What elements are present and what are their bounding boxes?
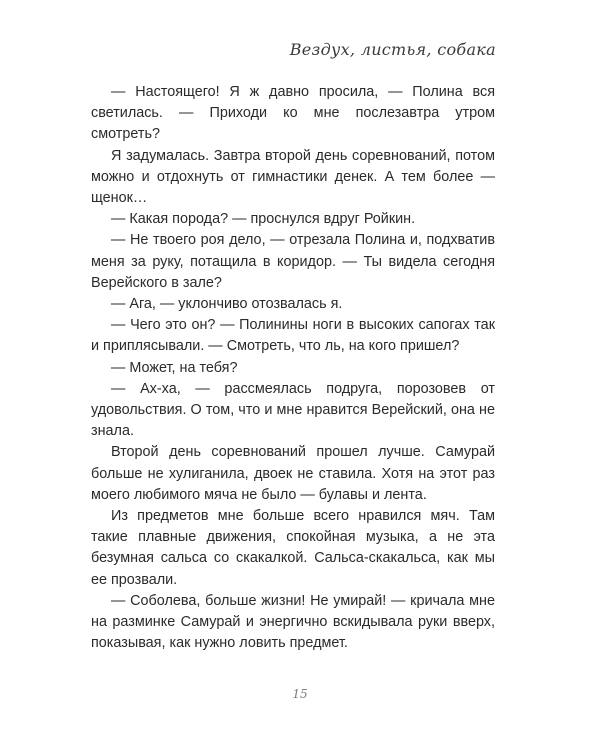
paragraph: — Соболева, больше жизни! Не умирай! — кричала мне на разминке Самурай и энергично вскидывала руки вверх, показывая, как нужно ловить предмет. bbox=[91, 592, 495, 652]
paragraph: Из предметов мне больше всего нравился мяч. Там такие плавные движения, спокойная музыка, а не эта безумная сальса со скакалкой. Сальса-скакальса, как мы ее прозвали. bbox=[91, 508, 495, 588]
paragraph: Второй день соревнований прошел лучше. Самурай больше не хулиганила, двоек не ставила. Хотя на этот раз моего любимого мяча не было — булавы и лента. bbox=[91, 444, 495, 503]
page-number: 15 bbox=[292, 687, 308, 701]
paragraph: — Настоящего! Я ж давно просила, — Полина вся светилась. — Приходи ко мне послезавтра утром смотреть? bbox=[91, 84, 495, 143]
paragraph: — Чего это он? — Полинины ноги в высоких сапогах так и приплясывали. — Смотреть, что ль, на кого пришел? bbox=[91, 317, 495, 355]
paragraph: — Не твоего роя дело, — отрезала Полина и, подхватив меня за руку, потащила в коридор. — Ты видела сегодня Верейского в зале? bbox=[91, 232, 495, 291]
running-head: Вездух, листья, собака bbox=[289, 40, 496, 59]
paragraph: — Какая порода? — проснулся вдруг Ройкин. bbox=[111, 211, 416, 228]
paragraph: Я задумалась. Завтра второй день соревнований, потом можно и отдохнуть от гимнастики денек. А тем более — щенок… bbox=[91, 147, 495, 207]
body-text bbox=[91, 82, 495, 654]
paragraph: — Может, на тебя? bbox=[111, 359, 238, 376]
paragraph: — Ах-ха, — рассмеялась подруга, порозовев от удовольствия. О том, что и мне нравится Верейский, она не знала. bbox=[91, 380, 495, 440]
paragraph: — Ага, — уклончиво отозвалась я. bbox=[111, 296, 343, 313]
